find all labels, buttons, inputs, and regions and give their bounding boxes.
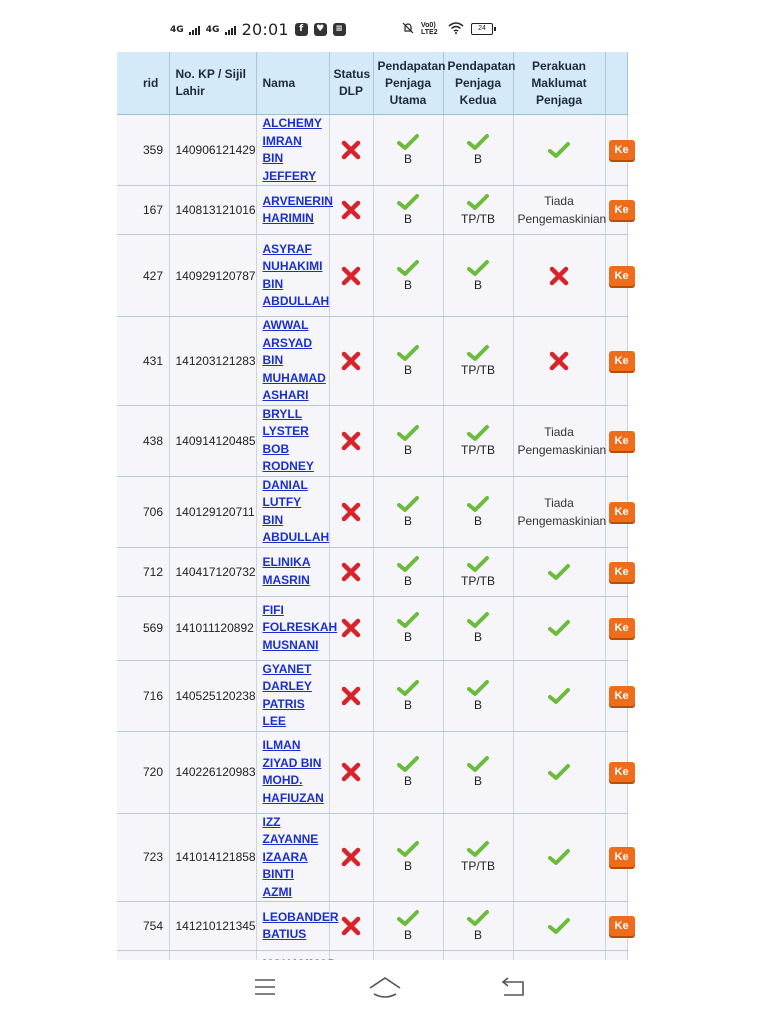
cell-id: 569	[143, 621, 164, 635]
income-status-kedua: B	[473, 630, 482, 644]
table-row	[117, 731, 627, 813]
action-button[interactable]: Ke	[609, 140, 635, 160]
income-status-utama: B	[403, 697, 412, 712]
student-name-link[interactable]: GYANET DARLEY PATRIS LEE	[262, 661, 312, 728]
action-button[interactable]: Ke	[609, 502, 635, 522]
status-bar	[0, 0, 768, 52]
action-button[interactable]: Ke	[609, 762, 635, 782]
check-icon	[518, 764, 601, 780]
student-name-link[interactable]: DANIAL LUTFY BIN ABDULLAH	[262, 477, 330, 544]
cell-id: 754	[143, 919, 164, 933]
income-status-utama: B	[403, 630, 412, 644]
check-icon	[378, 756, 439, 772]
battery-icon	[471, 23, 493, 35]
header-pendapatan-utama: Pendapatan Penjaga Utama	[373, 52, 443, 115]
cell-id: 712	[143, 564, 164, 579]
check-icon	[378, 260, 439, 276]
income-status-utama: B	[403, 774, 412, 788]
perakuan-status-text: Tiada Pengemaskinian	[517, 424, 607, 457]
income-status-kedua: B	[473, 697, 482, 712]
cell-kp: 140929120787	[175, 268, 256, 283]
heart-app-icon: ♥	[314, 23, 327, 36]
income-status-kedua: B	[473, 277, 482, 292]
cross-icon	[518, 351, 601, 371]
cell-id: 723	[143, 850, 164, 865]
student-name-link[interactable]: ILMAN ZIYAD BIN MOHD. HAFIUZAN	[262, 738, 324, 805]
cross-icon	[334, 847, 369, 867]
table-row	[117, 235, 627, 317]
cross-icon	[334, 562, 369, 582]
check-icon	[378, 194, 439, 210]
check-icon	[378, 556, 439, 572]
action-button[interactable]: Ke	[609, 916, 635, 936]
header-nama: Nama	[256, 52, 329, 115]
action-button[interactable]: Ke	[609, 351, 635, 371]
student-name-link[interactable]: ALCHEMY IMRAN BIN JEFFERY	[262, 116, 322, 183]
cross-icon	[334, 686, 369, 706]
action-button[interactable]: Ke	[609, 686, 635, 706]
table-row	[117, 660, 627, 731]
income-status-kedua: TP/TB	[460, 212, 495, 226]
check-icon	[448, 134, 509, 150]
check-icon	[448, 345, 509, 361]
cell-kp: 140226120983	[175, 765, 256, 779]
student-name-link[interactable]: ELINIKA MASRIN	[262, 555, 311, 587]
student-name-link[interactable]: ASYRAF NUHAKIMI BIN ABDULLAH	[262, 241, 330, 308]
wifi-icon	[448, 22, 464, 36]
check-icon	[378, 496, 439, 512]
check-icon	[448, 194, 509, 210]
income-status-kedua: TP/TB	[460, 859, 495, 874]
check-icon	[518, 620, 601, 636]
income-status-kedua: TP/TB	[460, 573, 495, 588]
action-button[interactable]: Ke	[609, 431, 635, 451]
perakuan-status-text: Tiada Pengemaskinian	[517, 495, 607, 528]
action-button[interactable]: Ke	[609, 200, 635, 220]
status-bar-left	[170, 20, 346, 39]
table-header-row	[117, 52, 627, 115]
cell-id: 716	[143, 688, 164, 703]
student-table	[117, 52, 628, 1015]
cell-kp: 141014121858	[175, 850, 256, 865]
income-status-utama: B	[403, 513, 412, 528]
student-name-link[interactable]: LEOBANDER BATIUS	[262, 909, 339, 941]
cross-icon	[518, 266, 601, 286]
mute-icon	[402, 22, 414, 36]
table-row	[117, 115, 627, 186]
check-icon	[518, 688, 601, 704]
income-status-utama: B	[403, 928, 412, 942]
volte-label: Vo0) LTE2	[421, 22, 438, 36]
income-status-utama: B	[403, 212, 412, 226]
header-pendapatan-kedua: Pendapatan Penjaga Kedua	[443, 52, 513, 115]
battery-level: 24	[478, 25, 486, 32]
cell-kp: 140417120732	[175, 564, 256, 579]
signal-icon-1	[170, 25, 200, 35]
header-status-dlp: Status DLP	[329, 52, 373, 115]
income-status-utama: B	[403, 277, 412, 292]
student-name-link[interactable]: BRYLL LYSTER BOB RODNEY	[262, 406, 314, 473]
clock: 20:01	[241, 20, 289, 39]
income-status-kedua: B	[473, 774, 482, 788]
network-type-1: 4G	[170, 24, 184, 35]
check-icon	[518, 849, 601, 865]
cell-kp: 140906121429	[175, 143, 256, 157]
income-status-kedua: B	[473, 928, 482, 942]
cross-icon	[334, 351, 369, 371]
cell-kp: 140813121016	[175, 203, 256, 217]
cell-kp: 141203121283	[175, 353, 256, 368]
header-id: rid	[117, 52, 169, 115]
home-icon[interactable]	[368, 976, 402, 1005]
cross-icon	[334, 762, 369, 782]
table-body	[117, 115, 627, 1015]
table-row	[117, 547, 627, 596]
income-status-utama: B	[403, 362, 412, 377]
cross-icon	[334, 200, 369, 220]
header-action	[605, 52, 627, 115]
income-status-kedua: B	[473, 152, 482, 166]
check-icon	[448, 556, 509, 572]
student-table-viewport[interactable]	[143, 52, 628, 960]
check-icon	[448, 910, 509, 926]
check-icon	[448, 841, 509, 857]
cell-kp: 140914120485	[175, 433, 256, 448]
cross-icon	[334, 502, 369, 522]
income-status-utama: B	[403, 573, 412, 588]
table-row	[117, 902, 627, 951]
cell-kp: 140525120238	[175, 688, 256, 703]
check-icon	[448, 260, 509, 276]
cross-icon	[334, 618, 369, 638]
income-status-kedua: B	[473, 513, 482, 528]
table-row	[117, 317, 627, 406]
check-icon	[378, 134, 439, 150]
action-button[interactable]: Ke	[609, 562, 635, 582]
check-icon	[378, 612, 439, 628]
table-row	[117, 405, 627, 476]
student-name-link[interactable]: AWWAL ARSYAD BIN MUHAMAD ASHARI	[262, 318, 326, 402]
student-name-link[interactable]: ARVENERIN HARIMIN	[262, 193, 333, 225]
cell-id: 438	[143, 433, 164, 448]
facebook-icon: f	[295, 23, 308, 36]
check-icon	[518, 918, 601, 934]
menu-icon[interactable]	[253, 976, 277, 1003]
action-button[interactable]: Ke	[609, 266, 635, 286]
cell-id: 167	[143, 203, 164, 217]
check-icon	[448, 496, 509, 512]
table-row	[117, 596, 627, 660]
check-icon	[448, 425, 509, 441]
cross-icon	[334, 266, 369, 286]
status-bar-right	[402, 22, 493, 36]
table-row	[117, 186, 627, 235]
cell-kp: 140129120711	[175, 504, 255, 519]
check-icon	[378, 345, 439, 361]
back-icon[interactable]	[500, 976, 526, 1003]
action-button[interactable]: Ke	[609, 847, 635, 867]
header-kp: No. KP / Sijil Lahir	[169, 52, 256, 115]
system-navigation-bar	[0, 960, 768, 1024]
check-icon	[518, 142, 601, 158]
income-status-kedua: TP/TB	[460, 362, 495, 377]
cell-id: 720	[143, 765, 164, 779]
cross-icon	[334, 140, 369, 160]
check-icon	[378, 841, 439, 857]
perakuan-status-text: Tiada Pengemaskinian	[517, 194, 607, 226]
income-status-utama: B	[403, 152, 412, 166]
check-icon	[518, 564, 601, 580]
check-icon	[378, 910, 439, 926]
income-status-kedua: TP/TB	[460, 442, 495, 457]
check-icon	[448, 680, 509, 696]
cell-id: 359	[143, 143, 164, 157]
check-icon	[378, 425, 439, 441]
check-icon	[448, 756, 509, 772]
action-button[interactable]: Ke	[609, 618, 635, 638]
cell-id: 706	[143, 504, 164, 519]
signal-icon-2	[206, 25, 236, 35]
cross-icon	[334, 431, 369, 451]
header-perakuan: Perakuan Maklumat Penjaga	[513, 52, 605, 115]
table-row	[117, 476, 627, 547]
table-row	[117, 813, 627, 902]
student-name-link[interactable]: FIFI FOLRESKAH MUSNANI	[262, 602, 338, 652]
cell-id: 427	[143, 268, 164, 283]
income-status-utama: B	[403, 442, 412, 457]
cell-id: 431	[143, 353, 164, 368]
check-icon	[448, 612, 509, 628]
cell-kp: 141210121345	[175, 919, 256, 933]
income-status-utama: B	[403, 859, 412, 874]
check-icon	[378, 680, 439, 696]
app-notification-icon: ≡	[333, 23, 346, 36]
cell-kp: 141011120892	[175, 621, 254, 635]
student-name-link[interactable]: IZZ ZAYANNE IZAARA BINTI AZMI	[262, 814, 319, 899]
network-type-2: 4G	[205, 24, 220, 35]
